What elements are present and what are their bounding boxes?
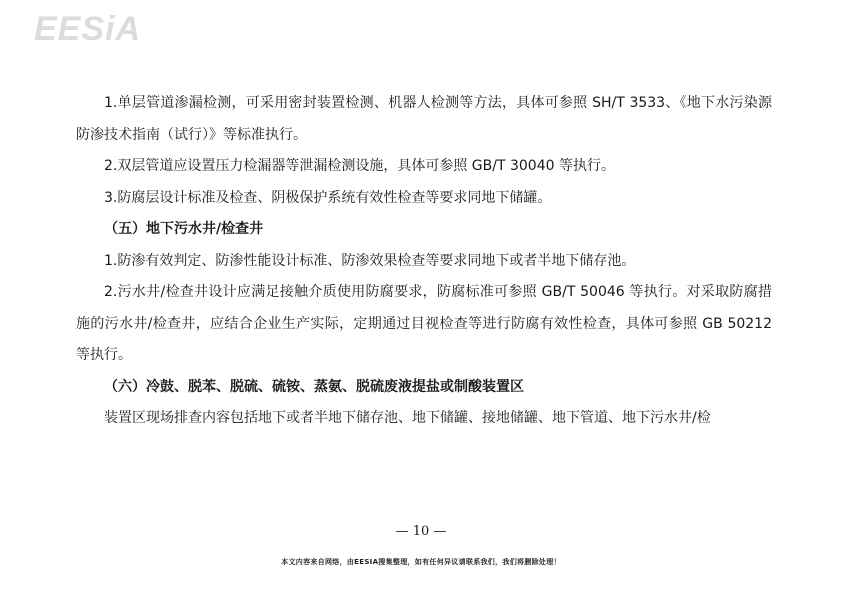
paragraph-double-pipe-leak-detection: 2.双层管道应设置压力检漏器等泄漏检测设施，具体可参照 GB/T 30040 等执行。: [104, 158, 615, 174]
paragraph-device-area-inspection: 装置区现场排查内容包括地下或者半地下储存池、地下储罐、接地储罐、地下管道、地下污水井/检: [104, 410, 711, 426]
footer-notice: 本文内容来自网络，由EESIA搜集整理，如有任何异议请联系我们，我们将删除处理！: [281, 558, 561, 566]
paragraph-anticorrosion-standard: 3.防腐层设计标准及检查、阴极保护系统有效性检查等要求同地下储罐。: [104, 189, 552, 206]
page-number: — 10 —: [395, 524, 447, 539]
document-body: [76, 88, 772, 435]
section-heading-device-area: （六）冷鼓、脱苯、脱硫、硫铵、蒸氨、脱硫废液提盐或制酸装置区: [104, 378, 524, 395]
paragraph-sewage-well-anticorrosion: 2.污水井/检查井设计应满足接触介质使用防腐要求，防腐标准可参照 GB/T 50046 等执行。对采取防腐措施的污水井/检查井，应结合企业生产实际，定期通过目视检查等进行防腐有效性检查，具体可参照 GB 50212 等执行。: [76, 284, 772, 363]
paragraph-single-pipe-leak-detection: 1.单层管道渗漏检测，可采用密封装置检测、机器人检测等方法，具体可参照 SH/T 3533、《地下水污染源防渗技术指南（试行）》等标准执行。: [76, 95, 772, 143]
paragraph-seepage-prevention: 1.防渗有效判定、防渗性能设计标准、防渗效果检查等要求同地下或者半地下储存池。: [104, 252, 636, 269]
section-heading-sewage-well: （五）地下污水井/检查井: [104, 221, 264, 237]
eesia-logo: EESiA: [34, 10, 142, 48]
